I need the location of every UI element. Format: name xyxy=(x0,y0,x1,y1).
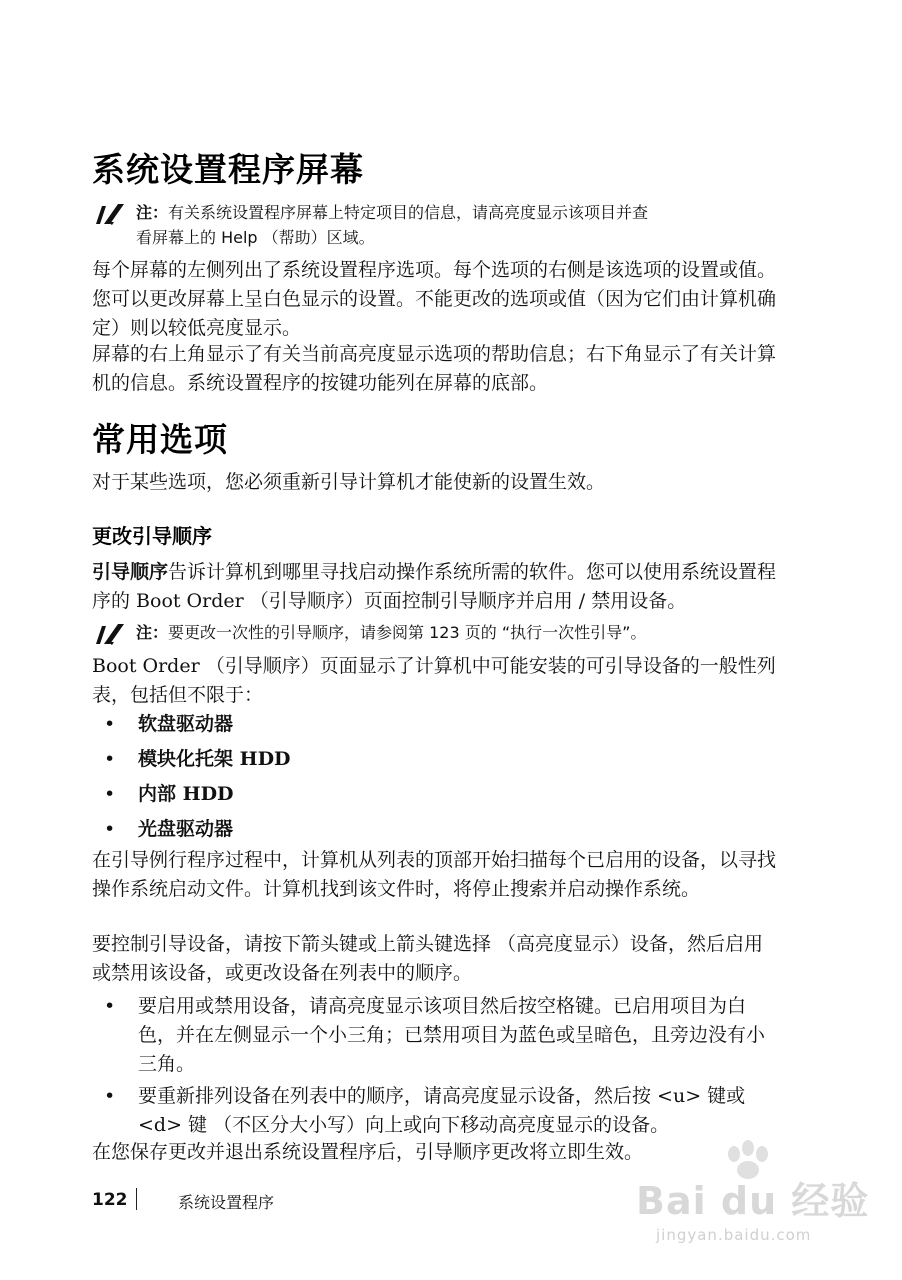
bullet-icon: • xyxy=(104,783,116,805)
paragraph-left-side-options: 每个屏幕的左侧列出了系统设置程序选项。每个选项的右侧是该选项的设置或值。您可以更改屏幕上呈白色显示的设置。不能更改的选项或值（因为它们由计算机确定）则以较低亮度显示。 xyxy=(92,259,777,339)
note-label: 注： xyxy=(136,203,169,222)
paragraph-boot-routine: 在引导例行程序过程中，计算机从列表的顶部开始扫描每个已启用的设备，以寻找操作系统启动文件。计算机找到该文件时，将停止搜索并启动操作系统。 xyxy=(92,849,777,900)
paragraph-control-boot-device: 要控制引导设备，请按下箭头键或上箭头键选择 （高亮度显示）设备，然后启用或禁用该设备，或更改设备在列表中的顺序。 xyxy=(92,933,764,984)
device-optical-drive: 光盘驱动器 xyxy=(138,818,234,840)
boot-order-term: 引导顺序 xyxy=(92,561,169,583)
bullet-icon: • xyxy=(104,818,116,840)
paragraph-boot-order-intro xyxy=(92,558,782,616)
watermark-url: jingyan.baidu.com xyxy=(656,1226,812,1244)
section-title-setup-screen: 系统设置程序屏幕 xyxy=(92,150,364,189)
note-pencil-icon xyxy=(94,622,128,646)
note-label: 注： xyxy=(136,623,169,642)
bullet-icon: • xyxy=(104,748,116,770)
footer-divider xyxy=(136,1188,137,1210)
watermark-logo-text: Bai du 经验 xyxy=(636,1179,870,1223)
step-enable-disable: 要启用或禁用设备，请高亮度显示该项目然后按空格键。已启用项目为白色，并在左侧显示一个小三角；已禁用项目为蓝色或呈暗色，且旁边没有小三角。 xyxy=(138,995,766,1075)
note-text: 要更改一次性的引导顺序，请参阅第 123 页的 “执行一次性引导”。 xyxy=(168,623,647,642)
section-title-common-options: 常用选项 xyxy=(92,420,228,459)
note-help-area xyxy=(92,200,782,252)
bullet-icon: • xyxy=(104,995,116,1017)
paragraph-help-info: 屏幕的右上角显示了有关当前高亮度显示选项的帮助信息；右下角显示了有关计算机的信息。系统设置程序的按键功能列在屏幕的底部。 xyxy=(92,343,777,394)
note-pencil-icon xyxy=(94,202,128,226)
note-one-time-boot xyxy=(92,620,782,648)
paragraph-changes-take-effect: 在您保存更改并退出系统设置程序后，引导顺序更改将立即生效。 xyxy=(92,1141,644,1163)
page-number: 122 xyxy=(92,1190,128,1210)
subsection-title-boot-order: 更改引导顺序 xyxy=(92,524,212,548)
bullet-icon: • xyxy=(104,1085,116,1107)
step-reorder: 要重新排列设备在列表中的顺序，请高亮度显示设备，然后按 <u> 键或 <d> 键 （不区分大小写）向上或向下移动高亮度显示的设备。 xyxy=(138,1085,746,1136)
baidu-watermark xyxy=(628,1140,878,1260)
boot-order-desc: 告诉计算机到哪里寻找启动操作系统所需的软件。您可以使用系统设置程序的 Boot Order （引导顺序）页面控制引导顺序并启用 / 禁用设备。 xyxy=(92,561,777,612)
note-line-1: 有关系统设置程序屏幕上特定项目的信息，请高亮度显示该项目并查 xyxy=(168,203,649,222)
paragraph-restart-note: 对于某些选项，您必须重新引导计算机才能使新的设置生效。 xyxy=(92,471,606,493)
paragraph-boot-device-list: Boot Order （引导顺序）页面显示了计算机中可能安装的可引导设备的一般性列表，包括但不限于： xyxy=(92,655,776,706)
device-internal-hdd: 内部 HDD xyxy=(138,783,234,805)
footer-section-title: 系统设置程序 xyxy=(178,1193,275,1212)
bullet-icon: • xyxy=(104,713,116,735)
device-modular-bay-hdd: 模块化托架 HDD xyxy=(138,748,291,770)
note-line-2: 看屏幕上的 Help （帮助）区域。 xyxy=(136,228,375,247)
device-floppy: 软盘驱动器 xyxy=(138,713,234,735)
